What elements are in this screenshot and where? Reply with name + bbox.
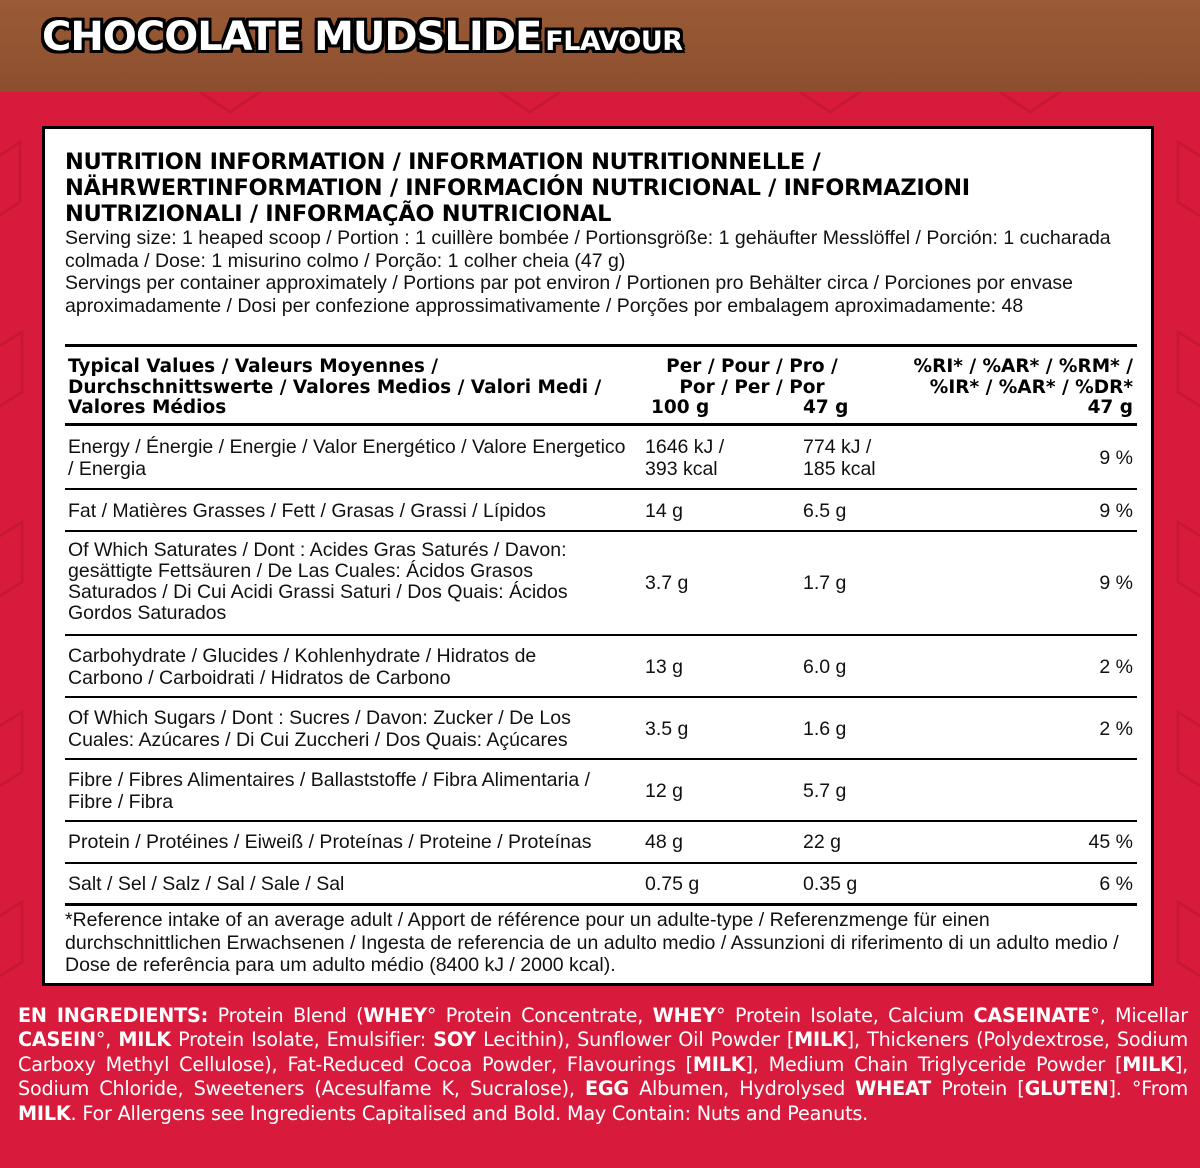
row-per100: 0.75 g xyxy=(645,873,700,895)
row-per47: 6.0 g xyxy=(803,656,847,678)
per-header xyxy=(645,356,857,418)
row-per47: 6.5 g xyxy=(803,500,847,522)
row-per47: 774 kJ / 185 kcal xyxy=(803,436,876,480)
row-ri: 2 % xyxy=(1099,656,1133,678)
per-label: Per / Pour / Pro / Por / Per / Por xyxy=(666,356,838,398)
table-row-salt xyxy=(65,864,1137,906)
row-label: Protein / Protéines / Eiweiß / Proteínas / Proteine / Proteínas xyxy=(68,831,592,853)
per-47g-header: 47 g xyxy=(803,397,849,418)
row-ri: 9 % xyxy=(1099,447,1133,469)
ingredients-text xyxy=(18,1004,1188,1126)
flavour-word: FLAVOUR xyxy=(545,26,683,57)
row-per100: 13 g xyxy=(645,656,683,678)
ingredient-text: ], Thickeners (Polydextrose, Sodium Carboxy Methyl Cellulose), Fat-Reduced Cocoa Powder, Flavourings [ xyxy=(18,1028,1189,1076)
allergen: MILK xyxy=(118,1028,171,1052)
nutrition-panel xyxy=(42,126,1154,986)
row-per47: 0.35 g xyxy=(803,873,858,895)
allergen: SOY xyxy=(433,1028,476,1052)
ingredient-text: Lecithin), Sunflower Oil Powder [ xyxy=(475,1028,795,1052)
row-per47: 1.7 g xyxy=(803,572,847,594)
row-label: Of Which Sugars / Dont : Sucres / Davon: Zucker / De Los Cuales: Azúcares / Di Cui Zuccheri / Dos Quais: Açúcares xyxy=(68,707,571,751)
ingredient-text: Albumen, Hydrolysed xyxy=(628,1077,856,1101)
allergen: CASEIN xyxy=(18,1028,96,1052)
row-label: Fat / Matières Grasses / Fett / Grasas / Grassi / Lípidos xyxy=(68,500,546,522)
row-ri: 45 % xyxy=(1088,831,1133,853)
row-per47: 5.7 g xyxy=(803,780,847,802)
ri-label: %RI* / %AR* / %RM* / %IR* / %AR* / %DR* xyxy=(913,356,1133,398)
nutrition-table xyxy=(65,344,1137,906)
allergen: MILK xyxy=(794,1028,847,1052)
ingredient-text: Protein Blend ( xyxy=(208,1004,364,1027)
allergen: WHEY xyxy=(652,1004,717,1027)
row-ri: 6 % xyxy=(1099,873,1133,895)
table-row-sugars xyxy=(65,698,1137,760)
row-per47: 22 g xyxy=(803,831,841,853)
ingredient-text: . For Allergens see Ingredients Capitalised and Bold. May Contain: Nuts and Peanuts. xyxy=(70,1101,869,1125)
ingredient-text: Protein Isolate, Emulsifier: xyxy=(170,1028,434,1052)
ingredient-text: °, Micellar xyxy=(1090,1004,1188,1027)
ingredients-heading: EN INGREDIENTS: xyxy=(18,1004,209,1027)
row-label: Salt / Sel / Salz / Sal / Sale / Sal xyxy=(68,873,345,895)
flavour-title xyxy=(42,14,683,60)
row-per100: 12 g xyxy=(645,780,683,802)
table-row-fibre xyxy=(65,760,1137,822)
row-per100: 3.7 g xyxy=(645,572,689,594)
allergen: WHEAT xyxy=(855,1077,932,1101)
allergen: MILK xyxy=(18,1101,71,1125)
row-per100: 48 g xyxy=(645,831,683,853)
row-label: Carbohydrate / Glucides / Kohlenhydrate / Hidratos de Carbono / Carboidrati / Hidratos de Carbono xyxy=(68,645,537,689)
table-row-saturates xyxy=(65,532,1137,636)
table-header xyxy=(65,344,1137,426)
ingredient-text: ], Medium Chain Triglyceride Powder [ xyxy=(745,1052,1123,1076)
typical-values-header: Typical Values / Valeurs Moyennes / Durchschnittswerte / Valores Medios / Valori Medi / Valores Médios xyxy=(68,356,602,418)
serving-size: Serving size: 1 heaped scoop / Portion : 1 cuillère bombée / Portionsgröße: 1 gehäufter Messlöffel / Porción: 1 cucharada colmada / Dose: 1 misurino colmo / Porção: 1 colher cheia (47 g) xyxy=(65,227,1111,272)
ingredient-text: ]. °From xyxy=(1108,1077,1188,1101)
reference-intake-footnote: *Reference intake of an average adult / Apport de référence pour un adulte-type / Referenzmenge für einen durchschnittlichen Erwachsenen / Ingesta de referencia de un adulto medio / Assunzioni di riferimento di un adulto medio / Dose de referência para um adulto médio (8400 kJ / 2000 kcal). xyxy=(65,909,1119,976)
table-row-energy xyxy=(65,426,1137,490)
row-ri: 9 % xyxy=(1099,572,1133,594)
row-label: Of Which Saturates / Dont : Acides Gras Saturés / Davon: gesättigte Fettsäuren / De Las Cuales: Ácidos Grasos Saturados / Di Cui Acidi Grassi Saturi / Dos Quais: Ácidos Gordos Saturados xyxy=(68,539,568,624)
table-row-protein xyxy=(65,822,1137,864)
row-ri: 9 % xyxy=(1099,500,1133,522)
allergen: MILK xyxy=(1122,1052,1175,1076)
nutrition-title: NUTRITION INFORMATION / INFORMATION NUTRITIONNELLE / NÄHRWERTINFORMATION / INFORMACIÓN NUTRICIONAL / INFORMAZIONI NUTRIZIONALI / INFORMAÇÃO NUTRICIONAL xyxy=(65,149,970,227)
table-row-carbohydrate xyxy=(65,636,1137,698)
allergen: CASEINATE xyxy=(973,1004,1091,1027)
allergen: EGG xyxy=(584,1077,629,1101)
allergen: WHEY xyxy=(363,1004,427,1027)
row-label: Fibre / Fibres Alimentaires / Ballaststoffe / Fibra Alimentaria / Fibre / Fibra xyxy=(68,769,591,813)
table-row-fat xyxy=(65,490,1137,532)
row-ri: 2 % xyxy=(1099,718,1133,740)
flavour-name: CHOCOLATE MUDSLIDE xyxy=(42,14,542,60)
flavour-header xyxy=(0,0,1200,92)
row-label: Energy / Énergie / Energie / Valor Energético / Valore Energetico / Energia xyxy=(68,436,626,480)
servings-per-container: Servings per container approximately / Portions par pot environ / Portionen pro Behälter circa / Porciones por envase aproximadamente / Dosi per confezione approssimativamente / Porções por embalagem aproximadamente: 48 xyxy=(65,272,1074,317)
allergen: MILK xyxy=(692,1052,746,1076)
row-per100: 1646 kJ / 393 kcal xyxy=(645,436,725,480)
ingredient-text: ], Sodium Chloride, Sweeteners (Acesulfame K, Sucralose), xyxy=(18,1052,1189,1101)
allergen: GLUTEN xyxy=(1024,1077,1109,1101)
ingredient-text: ° Protein Isolate, Calcium xyxy=(716,1004,974,1027)
ingredient-text: Protein [ xyxy=(931,1077,1025,1101)
ingredient-text: ° Protein Concentrate, xyxy=(426,1004,653,1027)
ingredient-text: °, xyxy=(95,1028,119,1052)
ri-header xyxy=(865,357,1133,419)
row-per100: 3.5 g xyxy=(645,718,689,740)
per-100g-header: 100 g xyxy=(651,397,710,418)
row-per47: 1.6 g xyxy=(803,718,847,740)
ri-47g-header: 47 g xyxy=(1087,397,1133,418)
row-per100: 14 g xyxy=(645,500,683,522)
